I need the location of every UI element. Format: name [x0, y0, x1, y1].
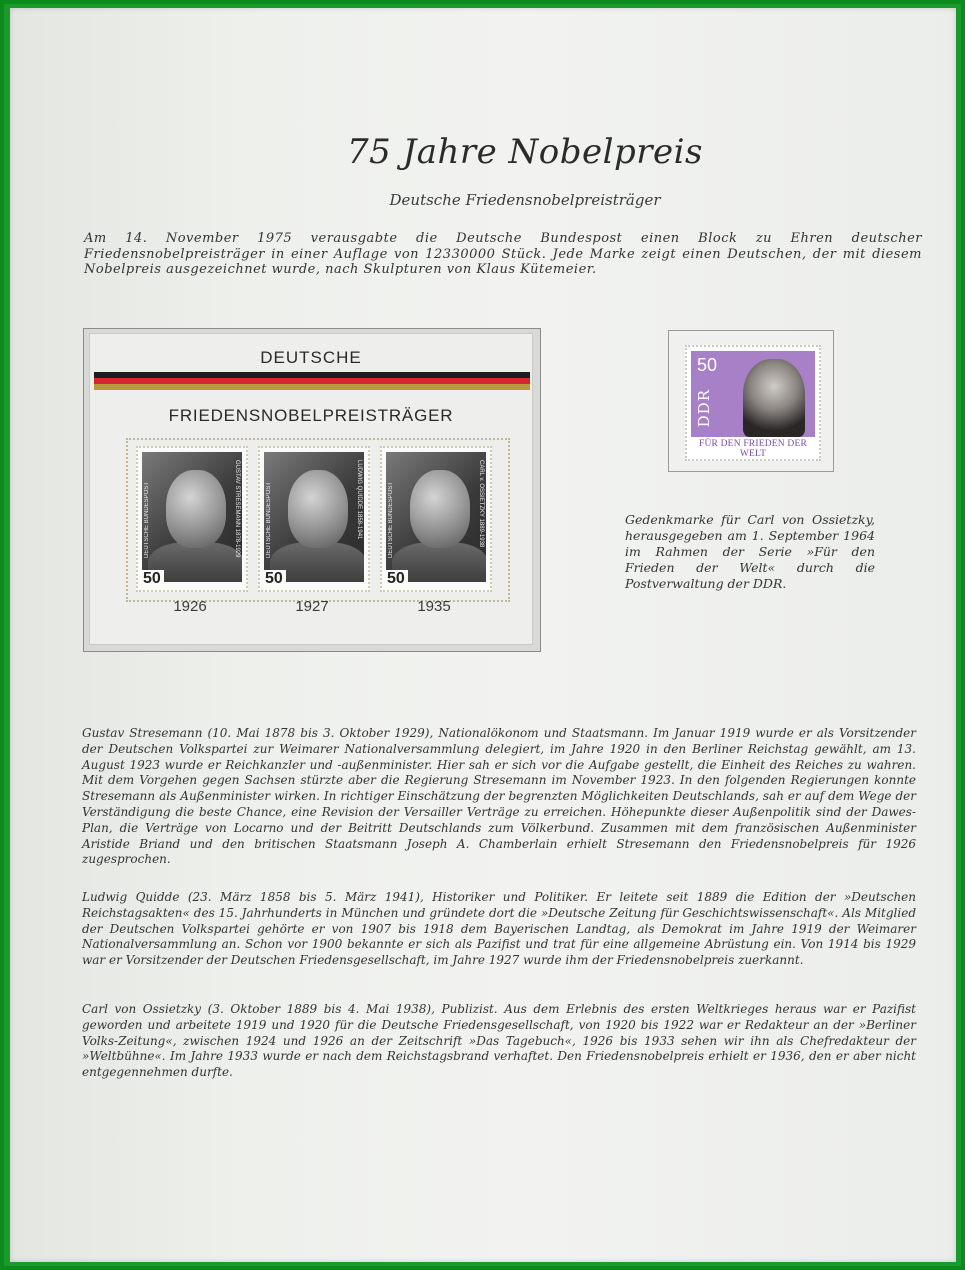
flag-stripe-gold [94, 384, 530, 390]
sheet-heading-2: FRIEDENSNOBELPREISTRÄGER [168, 406, 454, 425]
page-title: 75 Jahre Nobelpreis [347, 132, 703, 172]
bio-stresemann: Gustav Stresemann (10. Mai 1878 bis 3. Oktober 1929), Nationalökonom und Staatsmann. Im Januar 1919 wurde er als Vorsitzender der Deutschen Volkspartei zur Weimarer Nationalversammlung delegiert, im Jahre 1920 in den Berliner Reichstag gewählt, am 13. August 1923 wurde er Reichkanzler und -außenminister. Hier sah er sich vor die Aufgabe gestellt, die Einheit des Reiches zu wahren. Mit dem Vorgehen gegen Sachsen stürzte aber die Regierung Stresemann im November 1923. In den folgenden Regierungen konnte Stresemann als Außenminister wirken. In richtiger Einschätzung der begrenzten Möglichkeiten Deutschlands, sah er auf dem Wege der Verständigung die beste Chance, eine Revision der Versailler Verträge zu erreichen. Höhepunkte dieser Außenpolitik sind der Dawes-Plan, die Verträge von Locarno und der Beitritt Deutschlands zum Völkerbund. Zusammen mit dem französischen Außenminister Aristide Briand und den britischen Staatsmann Joseph A. Chamberlain erhielt Stresemann den Friedensnobelpreis für 1926 zugesprochen. [82, 726, 916, 867]
stamp-person: CARL v. OSSIETZKY 1889-1938 [478, 460, 484, 548]
ddr-stamp-value: 50 [697, 355, 718, 375]
stamp-country: DEUTSCHE BUNDESPOST [266, 482, 272, 559]
ddr-stamp-caption: Gedenkmarke für Carl von Ossietzky, herausgegeben am 1. September 1964 im Rahmen der Serie »Für den Frieden der Welt« durch die Postverwaltung der DDR. [625, 512, 875, 591]
stamp-person: GUSTAV STRESEMANN 1878-1929 [234, 460, 240, 558]
portrait-image [142, 452, 242, 582]
portrait-image [264, 452, 364, 582]
stamp-value: 50 [140, 570, 164, 588]
portrait-head [166, 470, 226, 548]
ddr-stamp-country: DDR [695, 389, 713, 428]
bio-quidde: Ludwig Quidde (23. März 1858 bis 5. März 1941), Historiker und Politiker. Er leitete seit 1889 die Edition der »Deutschen Reichstagsakten« des 15. Jahrhunderts in München und gründete dort die »Deutsche Zeitung für Geschichtswissenschaft«. Als Mitglied der Deutschen Volkspartei gehörte er von 1907 bis 1918 dem Bayerischen Landtag, als Demokrat im Jahre 1919 der Weimarer Nationalversammlung an. Schon vor 1900 bekannte er sich als Pazifist und trat für eine allgemeine Abrüstung ein. Von 1914 bis 1929 war er Vorsitzender der Deutschen Friedensgesellschaft, im Jahre 1927 wurde ihm der Friedensnobelpreis zuerkannt. [82, 890, 916, 968]
stamp-stresemann [136, 446, 248, 592]
album-page [10, 8, 956, 1262]
page-subtitle: Deutsche Friedensnobelpreisträger [389, 191, 661, 209]
ddr-stamp-mount [668, 330, 834, 472]
stamp-year: 1927 [295, 598, 329, 615]
stamp-country: DEUTSCHE BUNDESPOST [144, 482, 150, 559]
stamp-value: 50 [262, 570, 286, 588]
ddr-stamp-legend: FÜR DEN FRIEDEN DER WELT [698, 439, 808, 459]
portrait-head [288, 470, 348, 548]
stamp-ossietzky [380, 446, 492, 592]
stamp-country: DEUTSCHE BUNDESPOST [388, 482, 394, 559]
portrait-head [410, 470, 470, 548]
stamp-row [126, 438, 510, 602]
stamp-year: 1926 [173, 598, 207, 615]
portrait-image [386, 452, 486, 582]
stamp-quidde [258, 446, 370, 592]
sheet-heading-1: DEUTSCHE [260, 348, 362, 367]
stamp-year: 1935 [417, 598, 451, 615]
ddr-stamp-image [691, 351, 815, 437]
intro-text: Am 14. November 1975 verausgabte die Deutsche Bundespost einen Block zu Ehren deutscher Friedensnobelpreisträger in einer Auflage von 12330000 Stück. Jede Marke zeigt einen Deutschen, der mit diesem Nobelpreis ausgezeichnet wurde, nach Skulpturen von Klaus Kütemeier. [84, 231, 922, 277]
ddr-portrait [743, 359, 805, 437]
ddr-stamp [685, 345, 821, 461]
souvenir-sheet-inner [89, 333, 533, 645]
souvenir-sheet [83, 328, 541, 652]
stamp-person: LUDWIG QUIDDE 1858-1941 [356, 460, 362, 540]
stamp-value: 50 [384, 570, 408, 588]
bio-ossietzky: Carl von Ossietzky (3. Oktober 1889 bis 4. Mai 1938), Publizist. Aus dem Erlebnis des ersten Weltkrieges heraus war er Pazifist geworden und arbeitete 1919 und 1920 für die Deutsche Friedensgesellschaft, von 1920 bis 1922 war er Redakteur an der »Berliner Volks-Zeitung«, zwischen 1924 und 1926 an der Zeitschrift »Das Tagebuch«, 1926 bis 1933 sehen wir ihn als Chefredakteur der »Weltbühne«. Im Jahre 1933 wurde er nach dem Reichstagsbrand verhaftet. Den Friedensnobelpreis erhielt er 1936, den er aber nicht entgegennehmen durfte. [82, 1002, 916, 1080]
